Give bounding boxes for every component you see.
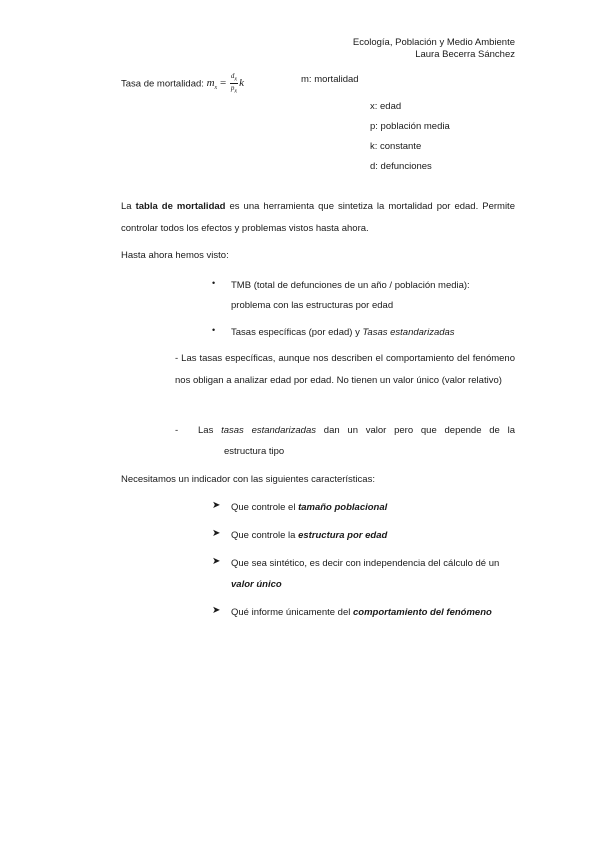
legend-x: x: edad — [370, 101, 402, 112]
arrow-item-estructura: Que controle la estructura por edad — [231, 530, 388, 541]
legend-p: p: población media — [370, 121, 450, 132]
mortality-formula — [121, 72, 244, 99]
need-intro: Necesitamos un indicador con las siguientes características: — [121, 474, 375, 485]
legend-d: d: defunciones — [370, 161, 432, 172]
dash-paragraph-especificas: - Las tasas específicas, aunque nos describen el comportamiento del fenómeno nos obligan a analizar edad por edad. No tienen un valor único (valor relativo) — [175, 353, 515, 386]
arrow-item-sintetico-line2: valor único — [231, 579, 282, 590]
term-tabla-mortalidad: tabla de mortalidad — [135, 201, 226, 212]
dash-paragraph-estandarizadas-line1: Las tasas estandarizadas dan un valor pero que depende de la — [198, 425, 515, 436]
bullet-tmb-line2: problema con las estructuras por edad — [231, 300, 394, 311]
bullet-icon: • — [212, 325, 216, 335]
seen-intro: Hasta ahora hemos visto: — [121, 250, 229, 261]
formula-fraction: $\frac{d_x}{p_x}$ — [230, 72, 238, 95]
legend-m: m: mortalidad — [301, 74, 359, 85]
header-author: Laura Becerra Sánchez — [415, 49, 515, 60]
arrow-icon: ➤ — [212, 528, 221, 539]
arrow-icon: ➤ — [212, 500, 221, 511]
header-title: Ecología, Población y Medio Ambiente — [352, 37, 515, 48]
bullet-tmb-line1: TMB (total de defunciones de un año / población media): — [231, 280, 470, 291]
paragraph-tabla-mortalidad: La tabla de mortalidad es una herramienta que sintetiza la mortalidad por edad. Permite controlar todos los efectos y problemas vistos hasta ahora. — [121, 201, 515, 234]
formula-prefix: Tasa de mortalidad: — [121, 78, 204, 90]
arrow-icon: ➤ — [212, 605, 221, 616]
arrow-item-tamano: Que controle el tamaño poblacional — [231, 502, 388, 513]
bullet-tasas: Tasas específicas (por edad) y Tasas estandarizadas — [231, 327, 455, 338]
bullet-icon: • — [212, 278, 216, 288]
arrow-item-sintetico-line1: Que sea sintético, es decir con independencia del cálculo dé un — [231, 558, 500, 569]
legend-k: k: constante — [370, 141, 422, 152]
dash-icon: - — [175, 425, 179, 436]
dash-paragraph-estandarizadas-line2: estructura tipo — [224, 446, 285, 457]
formula-expression: $m_x$ = $\frac{d_x}{p_x}$ k — [206, 72, 244, 95]
arrow-icon: ➤ — [212, 556, 221, 567]
arrow-item-comportamiento: Qué informe únicamente del comportamiento del fenómeno — [231, 607, 492, 618]
